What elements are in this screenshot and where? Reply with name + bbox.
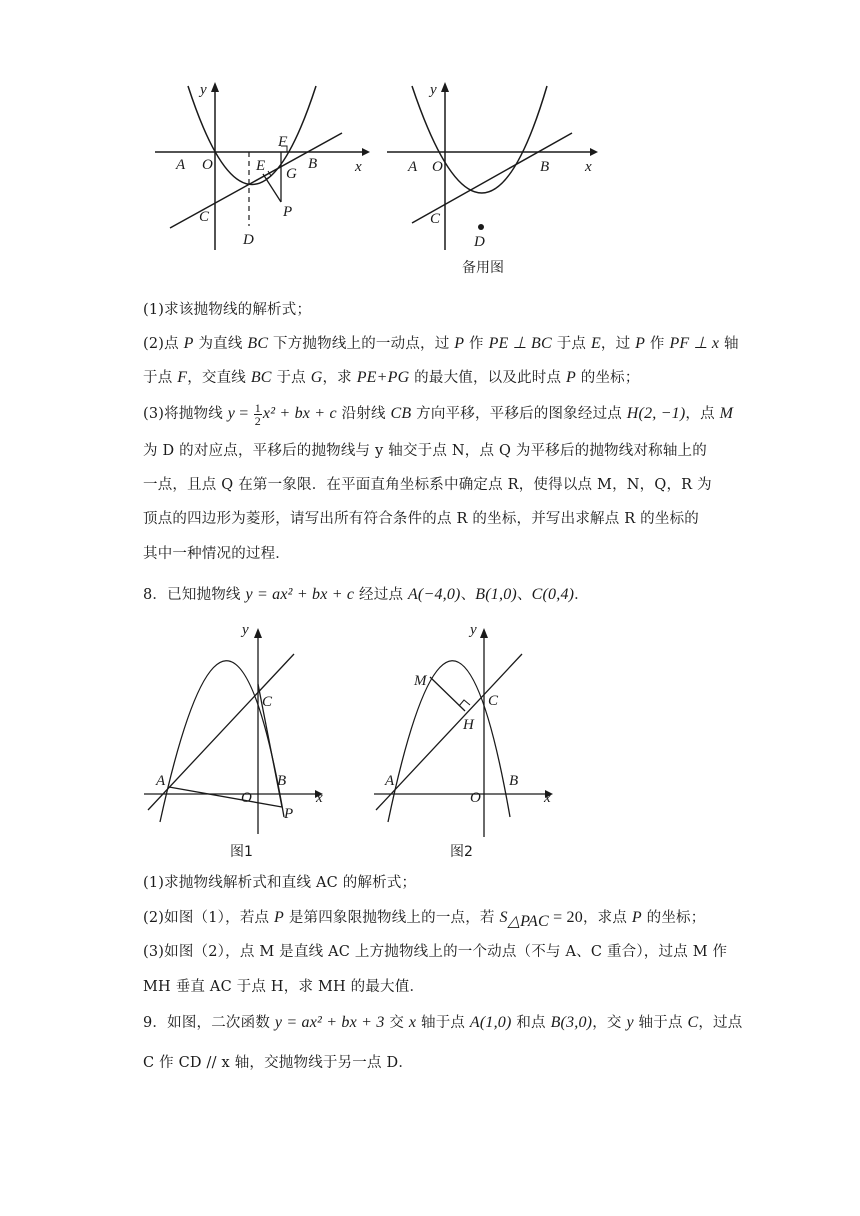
figure-problem7-main <box>150 78 380 253</box>
label-x: x <box>316 790 323 806</box>
vertex-d-point <box>478 224 484 230</box>
figure-problem7-spare <box>382 78 612 278</box>
label-c: C <box>262 694 273 710</box>
label-g: G <box>286 166 297 182</box>
parabola-curve <box>412 86 550 193</box>
p7-q3-line3: 一点，且点 Q 在第一象限．在平面直角坐标系中确定点 R，使得以点 M，N，Q，R 为 <box>143 477 712 493</box>
p9-stem-line2: C 作 CD // x 轴，交抛物线于另一点 D． <box>143 1055 414 1071</box>
parabola-diagram-fig1 <box>140 622 340 862</box>
right-angle-h <box>459 700 470 706</box>
y-axis-arrow <box>480 628 488 638</box>
label-o: O <box>432 159 443 175</box>
p8-q3-line1: (3)如图（2），点 M 是直线 AC 上方抛物线上的一个动点（不与 A、C 重合），过点 M 作 <box>143 944 728 960</box>
label-a: A <box>156 773 166 789</box>
p7-q3-line4: 顶点的四边形为菱形，请写出所有符合条件的点 R 的坐标，并写出求解点 R 的坐标的 <box>143 511 699 527</box>
p9-stem-line1: 9．如图，二次函数 y = ax² + bx + 3 交 x 轴于点 A(1,0) 和点 B(3,0)，交 y 轴于点 C，过点 <box>143 1014 743 1031</box>
label-x: x <box>544 790 551 806</box>
caption-fig2: 图2 <box>450 844 473 860</box>
label-d: D <box>474 234 485 250</box>
segment-pe <box>263 174 281 202</box>
parabola-curve <box>388 661 510 822</box>
label-y: y <box>200 82 207 98</box>
label-x: x <box>585 159 592 175</box>
label-p: P <box>283 204 293 220</box>
fraction-half: $\frac{1}{2}$ <box>254 400 261 428</box>
p7-q2-line2: 于点 F，交直线 BC 于点 G，求 PE+PG 的最大值，以及此时点 P 的坐标； <box>143 369 640 386</box>
y-axis-arrow <box>254 628 262 638</box>
segment-ap <box>169 787 282 807</box>
label-o: O <box>241 790 252 806</box>
parabola-diagram-spare <box>382 78 612 278</box>
line-ac <box>376 654 522 810</box>
label-c: C <box>199 209 210 225</box>
p8-stem: 8．已知抛物线 y = ax² + bx + c 经过点 A(−4,0)、B(1,0)、C(0,4)． <box>143 586 589 603</box>
label-f: F <box>278 134 288 150</box>
label-a: A <box>176 157 186 173</box>
figure-problem8-2 <box>370 622 570 862</box>
p7-q3-line2: 为 D 的对应点，平移后的抛物线与 y 轴交于点 N，点 Q 为平移后的抛物线对称轴上的 <box>143 443 707 459</box>
label-d: D <box>243 232 254 248</box>
label-m: M <box>414 673 427 689</box>
label-e: E <box>256 158 266 174</box>
figure-problem8-1 <box>140 622 340 862</box>
label-a: A <box>408 159 418 175</box>
parabola-diagram <box>150 78 380 253</box>
label-p: P <box>284 806 294 822</box>
label-x: x <box>355 159 362 175</box>
x-axis-arrow <box>590 148 598 156</box>
p7-q2-line1: (2)点 P 为直线 BC 下方抛物线上的一动点，过 P 作 PE ⊥ BC 于点 E，过 P 作 PF ⊥ x 轴 <box>143 335 739 352</box>
label-y: y <box>430 82 437 98</box>
p8-q2: (2)如图（1），若点 P 是第四象限抛物线上的一点，若 $S_{\triangle PAC} = 20$，求点 P 的坐标； <box>143 909 706 930</box>
p7-q3-line1: (3)将抛物线 y = $\frac{1}{2}$ x² + bx + c 沿射线 CB 方向平移，平移后的图象经过点 H(2, −1)，点 M <box>143 400 734 428</box>
parabola-diagram-fig2 <box>370 622 570 862</box>
caption-fig1: 图1 <box>230 844 253 860</box>
label-h: H <box>463 717 474 733</box>
caption-spare: 备用图 <box>462 260 504 276</box>
label-y: y <box>242 622 249 638</box>
label-b: B <box>277 773 287 789</box>
y-axis-arrow <box>441 82 449 92</box>
label-c: C <box>430 211 441 227</box>
label-o: O <box>202 157 213 173</box>
p8-q3-line2: MH 垂直 AC 于点 H，求 MH 的最大值． <box>143 979 425 995</box>
line-bc <box>170 133 342 228</box>
segment-mh <box>430 677 465 711</box>
p7-q3-line5: 其中一种情况的过程． <box>143 546 290 562</box>
p8-q1: (1)求抛物线解析式和直线 AC 的解析式； <box>143 875 417 891</box>
label-b: B <box>308 156 318 172</box>
label-y: y <box>470 622 477 638</box>
y-axis-arrow <box>211 82 219 92</box>
x-axis-arrow <box>362 148 370 156</box>
p7-q1: (1)求该抛物线的解析式； <box>143 302 312 318</box>
label-a: A <box>385 773 395 789</box>
label-o: O <box>470 790 481 806</box>
label-c: C <box>488 693 499 709</box>
label-b: B <box>540 159 550 175</box>
label-b: B <box>509 773 519 789</box>
